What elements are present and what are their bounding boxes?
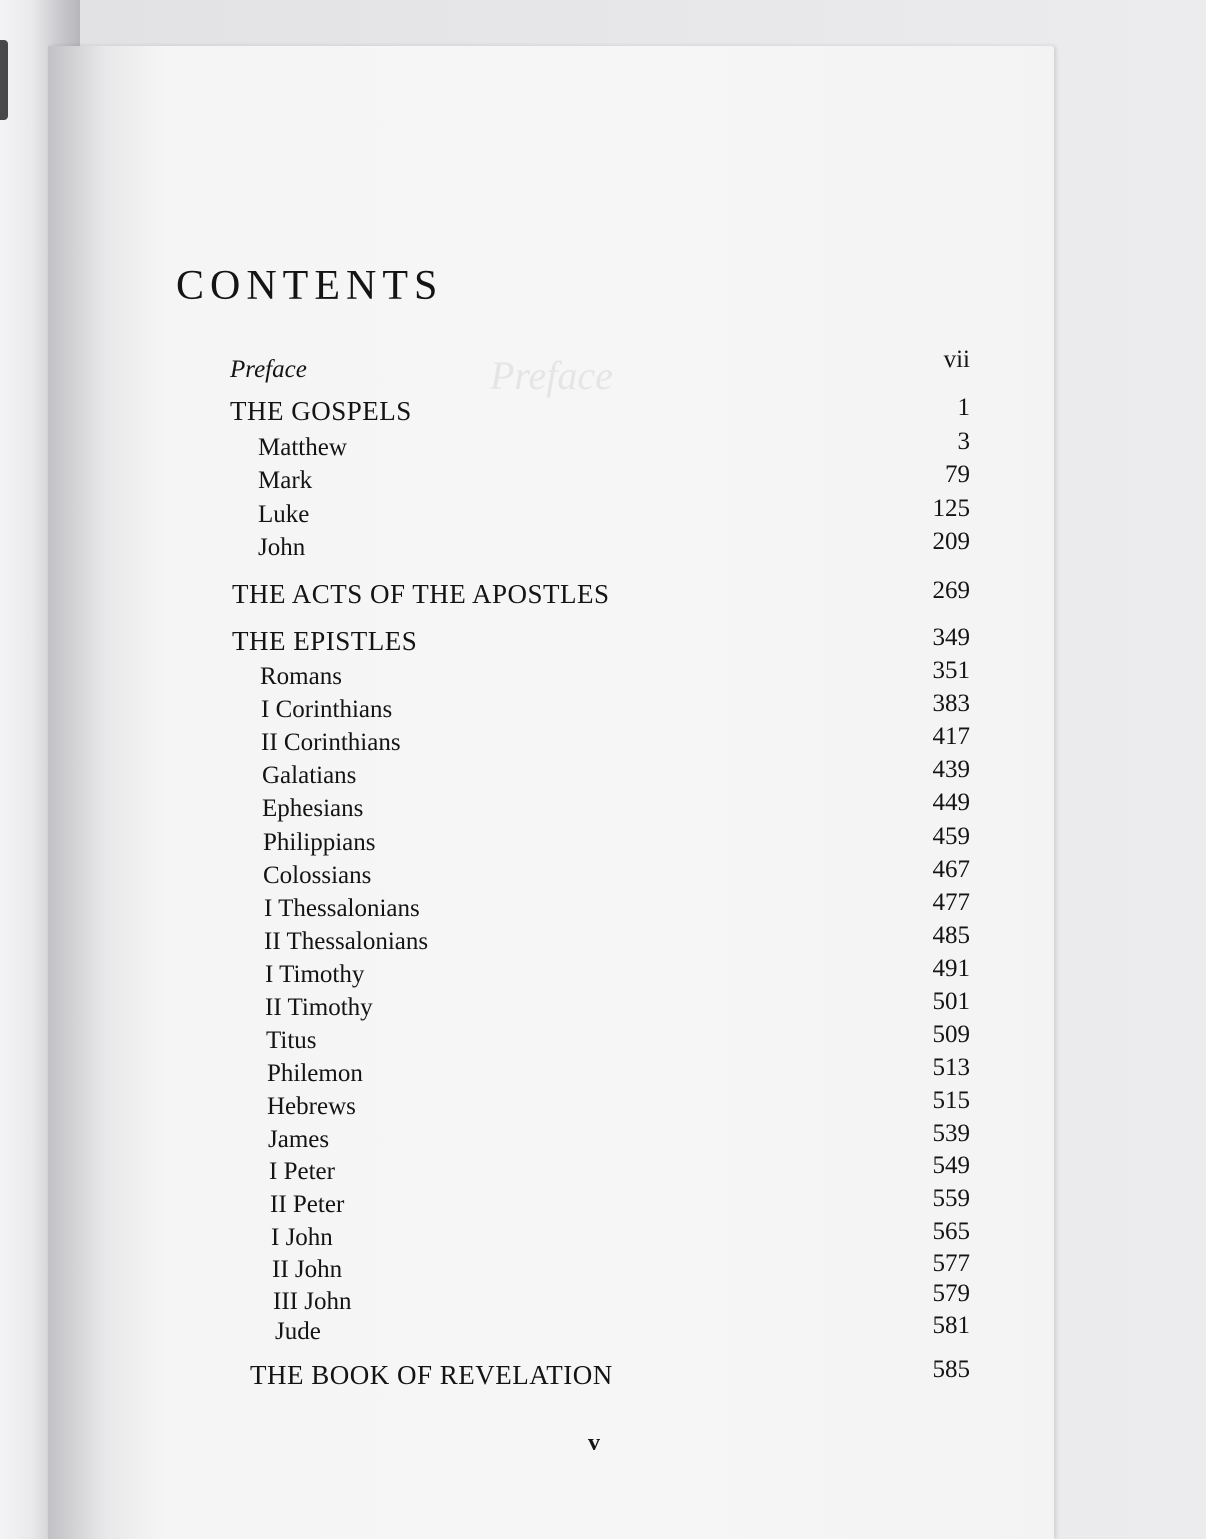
toc-entry-page: 125 [932, 495, 970, 522]
contents-heading: CONTENTS [176, 263, 444, 309]
toc-entry-page: 559 [932, 1185, 970, 1212]
toc-entry-title: THE EPISTLES [232, 626, 418, 656]
toc-entry [0, 789, 1206, 829]
toc-entry-page: 509 [932, 1021, 970, 1048]
toc-entry-page: 351 [932, 657, 970, 684]
toc-entry [0, 1312, 1206, 1352]
toc-entry-title: III John [273, 1288, 352, 1315]
toc-entry-title: THE ACTS OF THE APOSTLES [232, 579, 610, 609]
toc-entry [0, 396, 1206, 430]
toc-entry [0, 1185, 1206, 1225]
toc-entry [0, 346, 1206, 384]
toc-entry-title: THE BOOK OF REVELATION [250, 1360, 613, 1390]
toc-entry [0, 1280, 1206, 1322]
toc-entry-title: II Timothy [265, 994, 373, 1021]
toc-entry [0, 756, 1206, 796]
toc-entry-page: 459 [932, 823, 970, 850]
toc-entry-title: Philemon [267, 1060, 363, 1087]
toc-entry-page: 549 [932, 1152, 970, 1179]
page-folio: v [588, 1430, 600, 1456]
toc-entry-page: 3 [957, 428, 970, 455]
toc-entry-page: 383 [932, 690, 970, 717]
toc-entry [0, 889, 1206, 929]
toc-entry-page: 209 [932, 528, 970, 555]
toc-entry [0, 856, 1206, 896]
toc-entry-page: 565 [932, 1218, 970, 1245]
toc-entry-page: 485 [932, 922, 970, 949]
toc-entry [0, 461, 1206, 501]
toc-entry [0, 723, 1206, 763]
toc-entry [0, 1218, 1206, 1258]
toc-entry-title: I Corinthians [261, 696, 393, 723]
toc-entry-title: James [268, 1126, 330, 1153]
toc-entry [0, 579, 1206, 613]
toc-entry-page: 501 [932, 988, 970, 1015]
toc-entry-page: 513 [932, 1054, 970, 1081]
toc-entry-page: vii [943, 346, 970, 373]
toc-entry-page: 349 [932, 624, 970, 651]
toc-entry-title: II Thessalonians [264, 928, 429, 955]
toc-entry-title: Mark [258, 467, 313, 494]
toc-entry [0, 955, 1206, 995]
toc-entry [0, 1054, 1206, 1094]
toc-entry [0, 922, 1206, 962]
toc-entry [0, 528, 1206, 568]
toc-entry [0, 1087, 1206, 1127]
toc-entry [0, 657, 1206, 697]
toc-entry [0, 1120, 1206, 1160]
toc-entry [0, 690, 1206, 730]
toc-entry [0, 495, 1206, 535]
toc-entry-title: Romans [260, 663, 342, 690]
toc-entry-title: I Timothy [265, 961, 365, 988]
toc-entry-page: 439 [932, 756, 970, 783]
toc-entry [0, 1356, 1206, 1394]
toc-entry-title: I Thessalonians [264, 895, 420, 922]
toc-entry-title: II Corinthians [261, 729, 401, 756]
toc-entry-page: 449 [932, 789, 970, 816]
toc-entry-title: I Peter [269, 1158, 335, 1185]
toc-entry [0, 1250, 1206, 1290]
toc-entry-title: THE GOSPELS [230, 396, 412, 426]
toc-entry-title: Hebrews [267, 1093, 356, 1120]
toc-entry-title: II Peter [270, 1191, 345, 1218]
toc-entry-title: Jude [275, 1318, 321, 1345]
toc-entry-title: Ephesians [262, 795, 364, 822]
toc-entry-page: 269 [932, 577, 970, 604]
toc-entry-page: 579 [932, 1280, 970, 1307]
toc-entry [0, 988, 1206, 1028]
toc-entry-page: 467 [932, 856, 970, 883]
toc-entry-page: 515 [932, 1087, 970, 1114]
toc-entry-page: 417 [932, 723, 970, 750]
toc-entry [0, 428, 1206, 468]
toc-entry [0, 1152, 1206, 1192]
toc-entry-title: Matthew [258, 434, 347, 461]
toc-entry-page: 491 [932, 955, 970, 982]
toc-entry-title: John [258, 534, 306, 561]
toc-entry-page: 577 [932, 1250, 970, 1277]
toc-entry-page: 477 [932, 889, 970, 916]
toc-entry [0, 626, 1206, 660]
toc-entry [0, 1021, 1206, 1061]
toc-entry-title: Preface [230, 356, 307, 383]
toc-entry-title: Philippians [263, 829, 376, 856]
toc-entry-page: 585 [932, 1356, 970, 1383]
toc-entry-title: Galatians [262, 762, 357, 789]
toc-entry [0, 823, 1206, 863]
toc-entry-page: 79 [945, 461, 970, 488]
toc-entry-title: II John [272, 1256, 343, 1283]
toc-entry-page: 581 [932, 1312, 970, 1339]
toc-entry-title: Luke [258, 501, 310, 528]
toc-entry-title: Colossians [263, 862, 372, 889]
toc-entry-title: Titus [266, 1027, 317, 1054]
toc-entry-page: 1 [957, 394, 970, 421]
toc-entry-page: 539 [932, 1120, 970, 1147]
toc-entry-title: I John [271, 1224, 333, 1251]
